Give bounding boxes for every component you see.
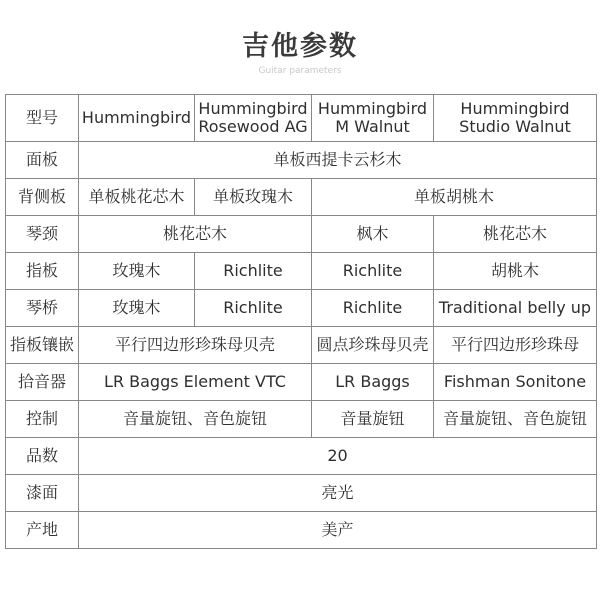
model-name-line: M Walnut [335,117,410,136]
table-cell: 玫瑰木 [79,253,195,290]
row-label: 产地 [6,512,79,549]
table-cell: 美产 [79,512,597,549]
table-cell: 音量旋钮 [312,401,434,438]
row-label: 面板 [6,142,79,179]
model-header [312,95,434,142]
table-cell: Fishman Sonitone [434,364,597,401]
table-cell: 单板胡桃木 [312,179,597,216]
table-cell: LR Baggs Element VTC [79,364,312,401]
table-cell: 亮光 [79,475,597,512]
model-name-line: Rosewood AG [198,117,308,136]
row-label: 琴桥 [6,290,79,327]
row-label: 漆面 [6,475,79,512]
table-row [6,364,597,401]
table-cell: Richlite [195,290,312,327]
table-row [6,142,597,179]
model-name-line: Hummingbird [317,99,428,118]
table-cell: Richlite [312,290,434,327]
table-cell: 桃花芯木 [434,216,597,253]
table-row [6,512,597,549]
row-label: 琴颈 [6,216,79,253]
model-header [434,95,597,142]
table-cell: 单板桃花芯木 [79,179,195,216]
table-row [6,253,597,290]
table-cell: Traditional belly up [434,290,597,327]
table-cell: 胡桃木 [434,253,597,290]
page-title: 吉他参数 [242,31,358,62]
model-name-line: Hummingbird [81,108,192,127]
row-label: 型号 [6,95,79,142]
table-cell: 20 [79,438,597,475]
table-cell: 圆点珍珠母贝壳 [312,327,434,364]
spec-table [5,94,597,549]
page-subtitle: Guitar parameters [258,66,342,76]
row-label: 背侧板 [6,179,79,216]
row-label: 拾音器 [6,364,79,401]
table-row [6,327,597,364]
table-cell: 音量旋钮、音色旋钮 [79,401,312,438]
table-cell: 桃花芯木 [79,216,312,253]
table-cell: 玫瑰木 [79,290,195,327]
table-row [6,290,597,327]
table-row [6,179,597,216]
table-cell: Richlite [195,253,312,290]
table-row [6,475,597,512]
row-label: 指板镶嵌 [6,327,79,364]
table-cell: 音量旋钮、音色旋钮 [434,401,597,438]
table-cell: 单板玫瑰木 [195,179,312,216]
table-header-row [6,95,597,142]
table-row [6,401,597,438]
model-header [195,95,312,142]
row-label: 品数 [6,438,79,475]
model-name-line: Hummingbird [460,99,570,118]
table-cell: LR Baggs [312,364,434,401]
model-name-line: Studio Walnut [459,117,571,136]
table-cell: 单板西提卡云杉木 [79,142,597,179]
model-header [79,95,195,142]
row-label: 控制 [6,401,79,438]
model-name-line: Hummingbird [198,99,308,118]
table-cell: 平行四边形珍珠母 [434,327,597,364]
table-row [6,216,597,253]
table-cell: 平行四边形珍珠母贝壳 [79,327,312,364]
table-row [6,438,597,475]
table-cell: 枫木 [312,216,434,253]
row-label: 指板 [6,253,79,290]
table-cell: Richlite [312,253,434,290]
